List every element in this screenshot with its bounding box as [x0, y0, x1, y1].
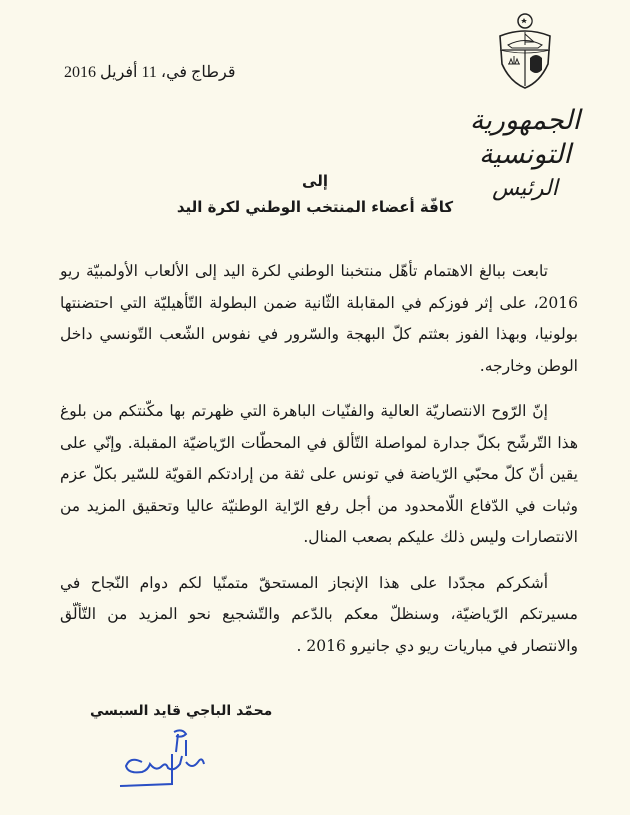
letter-date: قرطاج في، 11 أفريل 2016 — [64, 64, 236, 81]
office-name: الرئيس — [492, 176, 558, 201]
tunisia-coat-of-arms-icon — [490, 12, 560, 92]
recipient-block — [0, 168, 630, 220]
recipient-to: إلى — [302, 172, 328, 190]
paragraph: أشكركم مجدّدا على هذا الإنجاز المستحقّ متمنّيا لكم دوام النّجاح في مسيرتكم الرّياضيّة، وسنظلّ معكم بالدّعم والتّشجيع نحو المزيد من التّألّق والانتصار في مباريات ريو دي جانيرو 2016 . — [60, 573, 578, 655]
recipient-addressee: كافّة أعضاء المنتخب الوطني لكرة اليد — [176, 198, 454, 216]
letter-body — [60, 256, 578, 676]
paragraph: إنّ الرّوح الانتصاريّة العالية والفنّيات الباهرة التي ظهرتم بها مكّنتكم من بلوغ هذا التّرشّح بكلّ جدارة لمواصلة التّألق في المحطّات الرّياضيّة المقبلة. وإنّي على يقين أنّ كلّ محبّي الرّياضة في تونس على ثقة من إرادتكم القويّة للسّير بكلّ عزم وثبات في الدّفاع اللّامحدود من أجل رفع الرّاية الوطنيّة عاليا وتحقيق المزيد من الانتصارات وليس ذلك عليكم بصعب المنال. — [60, 402, 578, 546]
handwritten-signature-icon — [112, 726, 212, 798]
paragraph: تابعت ببالغ الاهتمام تأهّل منتخبنا الوطني لكرة اليد إلى الألعاب الأولمبيّة ريو 2016، على إثر فوزكم في المقابلة الثّانية ضمن البطولة التّأهيليّة التي احتضنتها بولونيا، وبهذا الفوز بعثتم كلّ البهجة والسّرور في نفوس الشّعب التّونسي داخل الوطن وخارجه. — [60, 262, 578, 375]
country-name: الجمهورية التونسية — [469, 105, 581, 170]
signer-name: محمّد الباجي قايد السبسي — [90, 703, 273, 719]
